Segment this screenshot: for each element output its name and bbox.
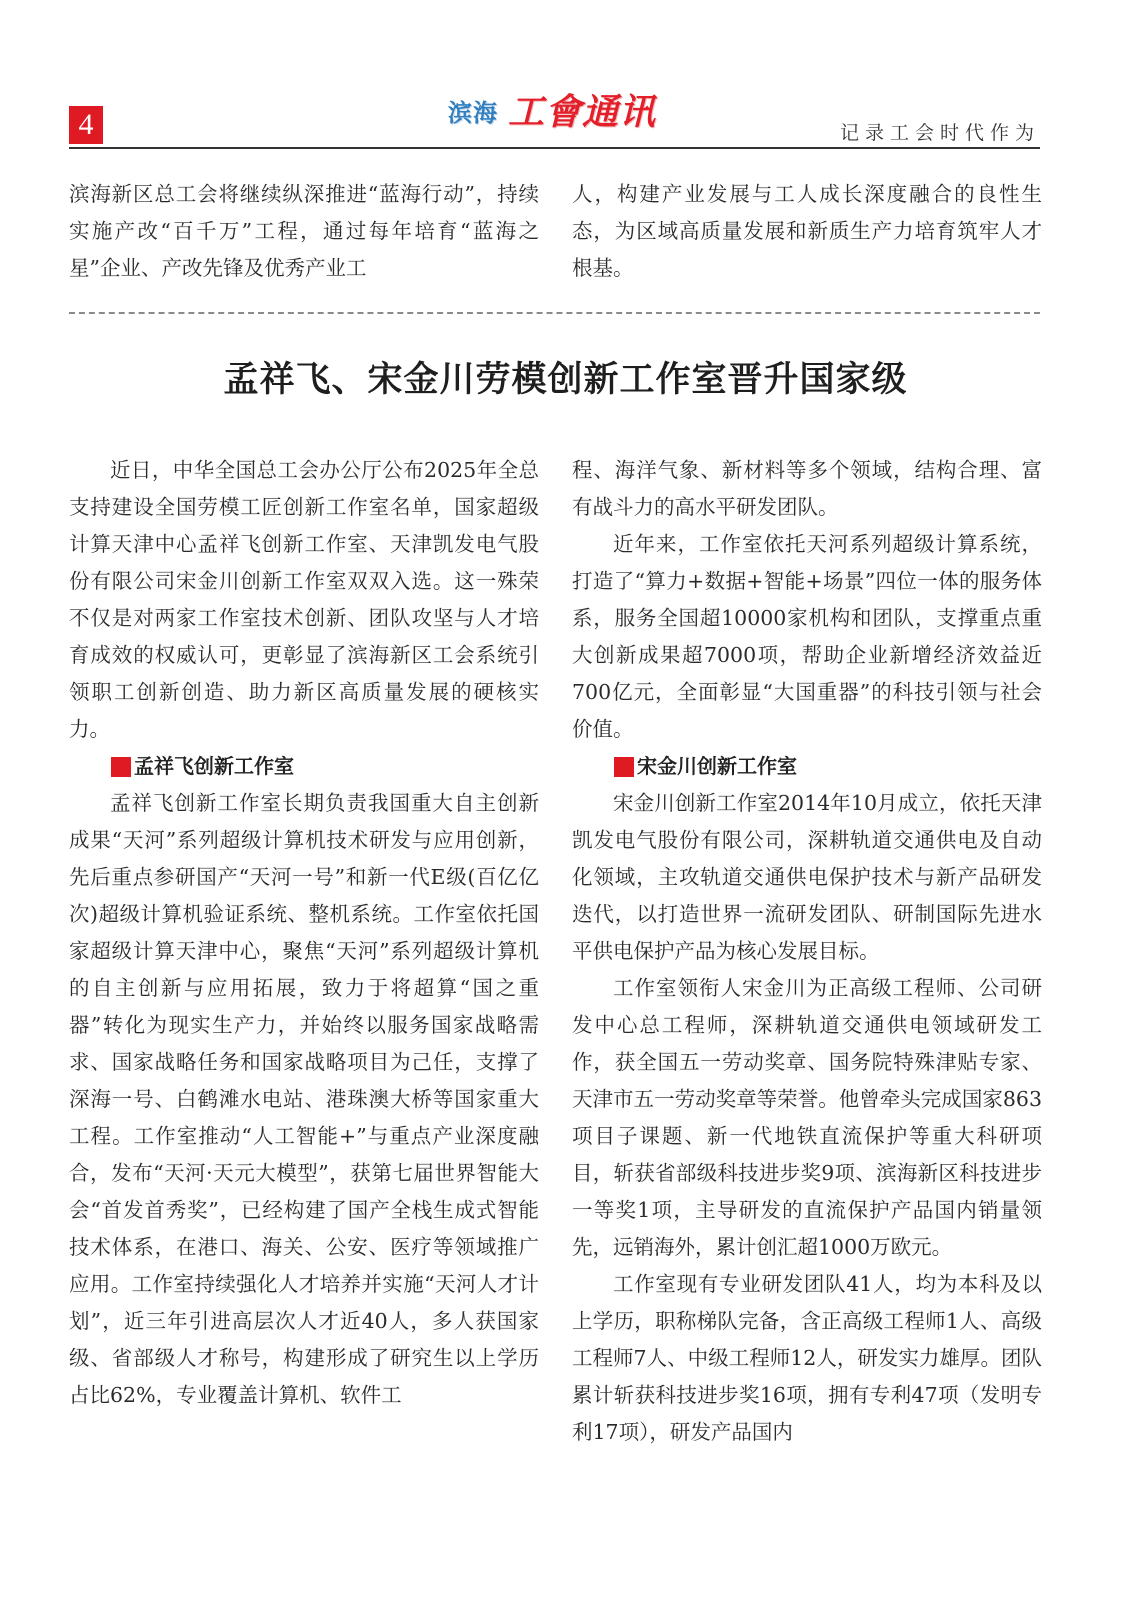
previous-article-text-right: 人，构建产业发展与工人成长深度融合的良性生态，为区域高质量发展和新质生产力培育筑牢人才根基。 <box>572 182 1042 280</box>
section-meng-paragraph-2: 近年来，工作室依托天河系列超级计算系统，打造了“算力+数据+智能+场景”四位一体的服务体系，服务全国超10000家机构和团队，支撑重点重大创新成果超7000项，帮助企业新增经济效益近700亿元，全面彰显“大国重器”的科技引领与社会价值。 <box>572 532 1042 741</box>
section-heading-text: 孟祥飞创新工作室 <box>134 754 294 778</box>
section-meng-body: 孟祥飞创新工作室长期负责我国重大自主创新成果“天河”系列超级计算机技术研发与应用创新，先后重点参研国产“天河一号”和新一代E级(百亿亿次)超级计算机验证系统、整机系统。工作室依托国家超级计算天津中心，聚焦“天河”系列超级计算机的自主创新与应用拓展，致力于将超算“国之重器”转化为现实生产力，并始终以服务国家战略需求、国家战略任务和国家战略项目为己任，支撑了深海一号、白鹤滩水电站、港珠澳大桥等国家重大工程。工作室推动“人工智能+”与重点产业深度融合，发布“天河·天元大模型”，获第七届世界智能大会“首发首秀奖”，已经构建了国产全栈生成式智能技术体系，在港口、海关、公安、医疗等领域推广应用。工作室持续强化人才培养并实施“天河人才计划”，近三年引进高层次人才近40人，多人获国家级、省部级人才称号，构建形成了研究生以上学历占比62%，专业覆盖计算机、软件工 <box>69 791 539 1407</box>
section-meng-continuation: 程、海洋气象、新材料等多个领域，结构合理、富有战斗力的高水平研发团队。 <box>572 458 1042 519</box>
red-square-bullet-icon <box>614 757 634 777</box>
header-divider <box>69 147 1040 149</box>
section-song-paragraph-2: 工作室领衔人宋金川为正高级工程师、公司研发中心总工程师，深耕轨道交通供电领域研发工作，获全国五一劳动奖章、国务院特殊津贴专家、天津市五一劳动奖章等荣誉。他曾牵头完成国家863项目子课题、新一代地铁直流保护等重大科研项目，斩获省部级科技进步奖9项、滨海新区科技进步一等奖1项，主导研发的直流保护产品国内销量领先，远销海外，累计创汇超1000万欧元。 <box>572 976 1042 1259</box>
header-slogan: 记录工会时代作为 <box>839 122 1040 144</box>
previous-article-text-left: 滨海新区总工会将继续纵深推进“蓝海行动”，持续实施产改“百千万”工程，通过每年培育“蓝海之星”企业、产改先锋及优秀产业工 <box>69 182 539 280</box>
article-right-column <box>572 452 1042 1451</box>
article-headline: 孟祥飞、宋金川劳模创新工作室晋升国家级 <box>223 359 908 400</box>
section-heading-meng <box>69 748 539 785</box>
article-intro-paragraph: 近日，中华全国总工会办公厅公布2025年全总支持建设全国劳模工匠创新工作室名单，国家超级计算天津中心孟祥飞创新工作室、天津凯发电气股份有限公司宋金川创新工作室双双入选。这一殊荣不仅是对两家工作室技术创新、团队攻坚与人才培育成效的权威认可，更彰显了滨海新区工会系统引领职工创新创造、助力新区高质量发展的硬核实力。 <box>69 458 539 741</box>
section-song-paragraph-3: 工作室现有专业研发团队41人，均为本科及以上学历，职称梯队完备，含正高级工程师1人、高级工程师7人、中级工程师12人，研发实力雄厚。团队累计斩获科技进步奖16项，拥有专利47项（发明专利17项），研发产品国内 <box>572 1272 1042 1444</box>
masthead-logo <box>448 84 656 134</box>
section-song-paragraph-1: 宋金川创新工作室2014年10月成立，依托天津凯发电气股份有限公司，深耕轨道交通供电及自动化领域，主攻轨道交通供电保护技术与新产品研发迭代，以打造世界一流研发团队、研制国际先进水平供电保护产品为核心发展目标。 <box>572 791 1042 963</box>
article-left-column <box>69 452 539 1414</box>
article-separator-dashed <box>69 312 1040 314</box>
previous-article-left-column <box>69 176 539 287</box>
red-square-bullet-icon <box>111 757 131 777</box>
masthead-brand-binhai: 滨海 <box>448 99 498 127</box>
masthead-brand-gonghui-tongxun: 工會通讯 <box>508 91 657 133</box>
section-heading-text: 宋金川创新工作室 <box>637 754 797 778</box>
section-heading-song <box>572 748 1042 785</box>
page-number-badge: 4 <box>69 106 103 144</box>
previous-article-right-column <box>572 176 1042 287</box>
